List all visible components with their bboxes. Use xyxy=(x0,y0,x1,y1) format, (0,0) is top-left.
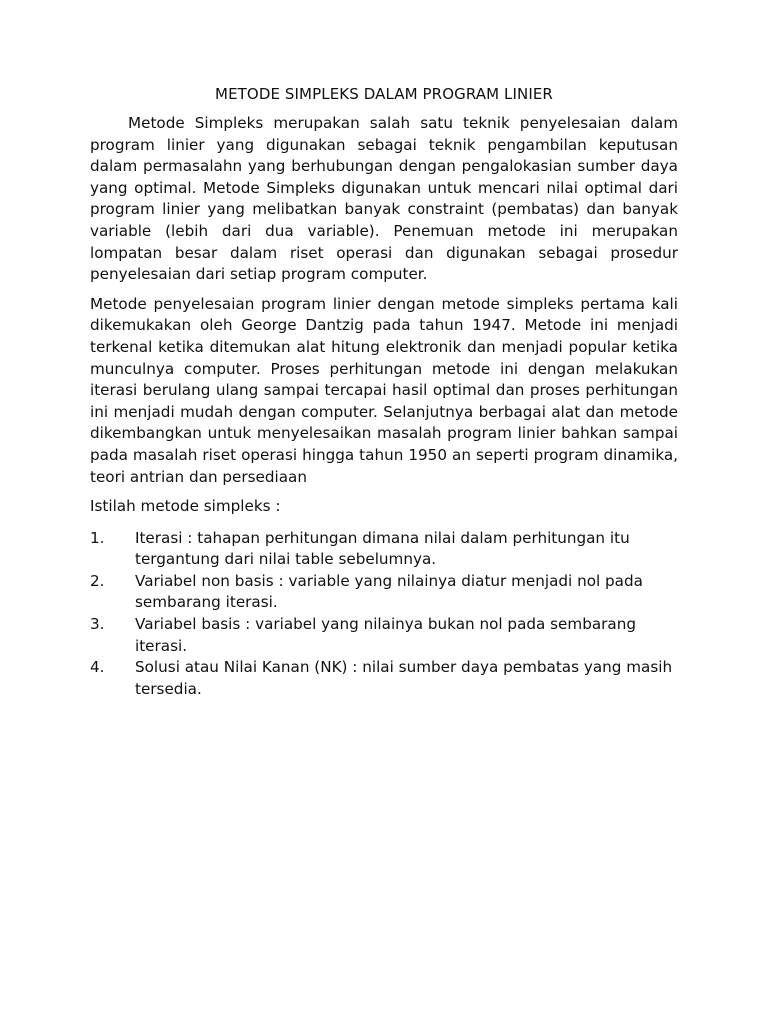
list-item-number: 1. xyxy=(90,528,105,547)
list-item-number: 4. xyxy=(90,658,105,677)
list-item xyxy=(90,657,678,700)
list-item-text: Variabel non basis : variable yang nilainya diatur menjadi nol pada sembarang iterasi. xyxy=(135,571,643,612)
list-item-text: Solusi atau Nilai Kanan (NK) : nilai sumber daya pembatas yang masih tersedia. xyxy=(135,658,673,698)
document-title: METODE SIMPLEKS DALAM PROGRAM LINIER xyxy=(215,85,553,103)
list-item xyxy=(90,571,678,614)
list-item xyxy=(90,528,678,571)
paragraph-intro: Metode Simpleks merupakan salah satu teknik penyelesaian dalam program linier yang digunakan sebagai teknik pengambilan keputusan dalam permasalahn yang berhubungan dengan pengalokasian sumber daya yang optimal. Metode Simpleks digunakan untuk mencari nilai optimal dari program linier yang melibatkan banyak constraint (pembatas) dan banyak variable (lebih dari dua variable). Penemuan metode ini merupakan lompatan besar dalam riset operasi dan digunakan sebagai prosedur penyelesaian dari setiap program computer. xyxy=(90,114,678,284)
list-item xyxy=(90,614,678,657)
paragraph-terms-heading: Istilah metode simpleks : xyxy=(90,497,281,516)
paragraph-history: Metode penyelesaian program linier dengan metode simpleks pertama kali dikemukakan oleh George Dantzig pada tahun 1947. Metode ini menjadi terkenal ketika ditemukan alat hitung elektronik dan menjadi popular ketika munculnya computer. Proses perhitungan metode ini dengan melakukan iterasi berulang ulang sampai tercapai hasil optimal dan proses perhitungan ini menjadi mudah dengan computer. Selanjutnya berbagai alat dan metode dikembangkan untuk menyelesaikan masalah program linier bahkan sampai pada masalah riset operasi hingga tahun 1950 an seperti program dinamika, teori antrian dan persediaan xyxy=(90,294,678,486)
list-item-text: Variabel basis : variabel yang nilainya bukan nol pada sembarang iterasi. xyxy=(135,615,636,655)
list-item-number: 3. xyxy=(90,615,105,634)
document-content xyxy=(90,84,678,700)
list-item-number: 2. xyxy=(90,571,105,590)
list-item-text: Iterasi : tahapan perhitungan dimana nilai dalam perhitungan itu tergantung dari nilai table sebelumnya. xyxy=(135,528,630,569)
terms-list xyxy=(90,528,678,701)
